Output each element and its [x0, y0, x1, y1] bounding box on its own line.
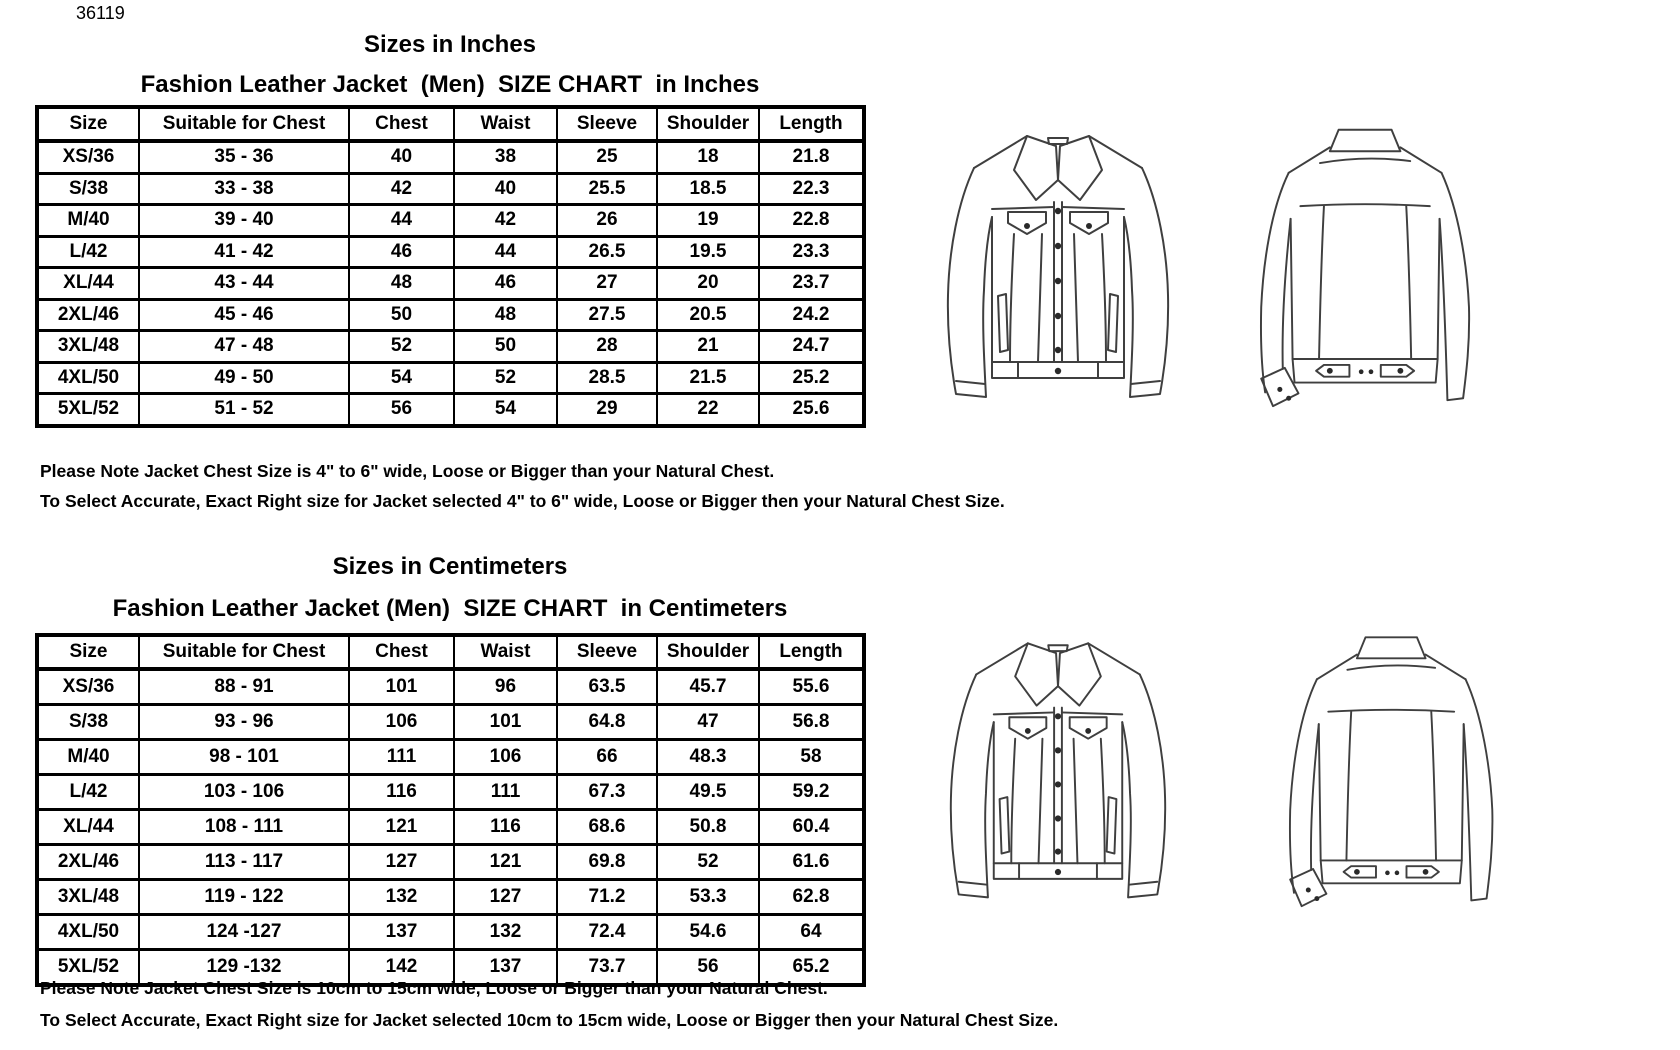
table-cell: 54	[454, 394, 557, 426]
table-cell: 59.2	[759, 775, 864, 810]
table-cell: 53.3	[657, 880, 759, 915]
document-number: 36119	[76, 3, 125, 23]
table-cell: 132	[349, 880, 454, 915]
table-header-row	[37, 635, 864, 669]
table-cell: 101	[454, 705, 557, 740]
table-cell: 23.3	[759, 236, 864, 268]
table-cell: 106	[454, 740, 557, 775]
column-header: Length	[759, 635, 864, 669]
table-cell: 44	[454, 236, 557, 268]
table-cell: 26	[557, 205, 657, 237]
column-header: Waist	[454, 107, 557, 141]
table-cell: S/38	[37, 705, 139, 740]
table-cell: 124 -127	[139, 915, 349, 950]
table-cell: 22.8	[759, 205, 864, 237]
table-cell: 47	[657, 705, 759, 740]
table-cell: 38	[454, 141, 557, 173]
table-cell: 25.2	[759, 362, 864, 394]
table-cell: 45 - 46	[139, 299, 349, 331]
table-cell: 142	[349, 950, 454, 986]
table-cell: 64.8	[557, 705, 657, 740]
table-cell: 23.7	[759, 268, 864, 300]
table-cell: 73.7	[557, 950, 657, 986]
table-cell: 26.5	[557, 236, 657, 268]
table-cell: 72.4	[557, 915, 657, 950]
table-cell: 68.6	[557, 810, 657, 845]
table-cell: 50.8	[657, 810, 759, 845]
table-cell: 21.8	[759, 141, 864, 173]
table-cell: 2XL/46	[37, 845, 139, 880]
table-header-row	[37, 107, 864, 141]
table-cell: 56	[657, 950, 759, 986]
table-cell: 116	[454, 810, 557, 845]
table-row	[37, 268, 864, 300]
table-cell: XL/44	[37, 268, 139, 300]
table-cell: 88 - 91	[139, 669, 349, 705]
table-cell: 33 - 38	[139, 173, 349, 205]
table-cell: XS/36	[37, 669, 139, 705]
table-cell: 51 - 52	[139, 394, 349, 426]
inches-note-line-2: To Select Accurate, Exact Right size for Jacket selected 4" to 6" wide, Loose or Bigger then your Natural Chest Size.	[40, 491, 1005, 511]
table-row	[37, 705, 864, 740]
table-cell: 116	[349, 775, 454, 810]
table-cell: 22.3	[759, 173, 864, 205]
table-cell: 20	[657, 268, 759, 300]
column-header: Suitable for Chest	[139, 635, 349, 669]
table-cell: 103 - 106	[139, 775, 349, 810]
table-cell: 71.2	[557, 880, 657, 915]
table-row	[37, 880, 864, 915]
table-cell: 54	[349, 362, 454, 394]
table-cell: 69.8	[557, 845, 657, 880]
table-cell: 47 - 48	[139, 331, 349, 363]
table-cell: 39 - 40	[139, 205, 349, 237]
table-cell: 48	[349, 268, 454, 300]
table-cell: 62.8	[759, 880, 864, 915]
table-cell: 52	[349, 331, 454, 363]
table-cell: 119 - 122	[139, 880, 349, 915]
table-cell: L/42	[37, 775, 139, 810]
table-cell: 4XL/50	[37, 362, 139, 394]
table-row	[37, 915, 864, 950]
table-cell: 25	[557, 141, 657, 173]
cm-section-subtitle: Sizes in Centimeters	[332, 553, 568, 580]
column-header: Waist	[454, 635, 557, 669]
table-cell: 113 - 117	[139, 845, 349, 880]
column-header: Size	[37, 635, 139, 669]
cm-size-table	[35, 633, 866, 987]
table-cell: 19.5	[657, 236, 759, 268]
jacket-front-view-drawing	[926, 110, 1190, 410]
table-cell: L/42	[37, 236, 139, 268]
table-row	[37, 331, 864, 363]
table-cell: 48.3	[657, 740, 759, 775]
table-cell: 101	[349, 669, 454, 705]
column-header: Size	[37, 107, 139, 141]
inches-size-table	[35, 105, 866, 428]
table-cell: M/40	[37, 740, 139, 775]
table-row	[37, 394, 864, 426]
table-cell: 2XL/46	[37, 299, 139, 331]
table-cell: 19	[657, 205, 759, 237]
table-cell: 111	[454, 775, 557, 810]
table-cell: 5XL/52	[37, 950, 139, 986]
table-cell: 127	[349, 845, 454, 880]
table-cell: 4XL/50	[37, 915, 139, 950]
table-cell: 24.7	[759, 331, 864, 363]
table-cell: 5XL/52	[37, 394, 139, 426]
table-cell: 35 - 36	[139, 141, 349, 173]
table-cell: 98 - 101	[139, 740, 349, 775]
column-header: Sleeve	[557, 107, 657, 141]
table-cell: 21	[657, 331, 759, 363]
table-cell: 50	[454, 331, 557, 363]
cm-note-line-1: Please Note Jacket Chest Size is 10cm to 15cm wide, Loose or Bigger than your Natural Chest.	[40, 978, 828, 998]
table-cell: 46	[349, 236, 454, 268]
table-row	[37, 845, 864, 880]
table-cell: 41 - 42	[139, 236, 349, 268]
cm-section-title: Fashion Leather Jacket (Men) SIZE CHART in Centimeters	[112, 595, 788, 622]
table-cell: 55.6	[759, 669, 864, 705]
jacket-back-view-drawing	[1248, 624, 1544, 910]
table-row	[37, 236, 864, 268]
table-cell: 22	[657, 394, 759, 426]
table-cell: 48	[454, 299, 557, 331]
table-cell: 43 - 44	[139, 268, 349, 300]
table-cell: 58	[759, 740, 864, 775]
table-cell: 42	[454, 205, 557, 237]
inches-section-title: Fashion Leather Jacket (Men) SIZE CHART in Inches	[140, 71, 760, 98]
table-cell: 45.7	[657, 669, 759, 705]
table-cell: 3XL/48	[37, 331, 139, 363]
table-cell: M/40	[37, 205, 139, 237]
table-cell: 129 -132	[139, 950, 349, 986]
table-cell: 111	[349, 740, 454, 775]
inches-note-line-1: Please Note Jacket Chest Size is 4" to 6" wide, Loose or Bigger than your Natural Chest.	[40, 461, 775, 481]
table-cell: XS/36	[37, 141, 139, 173]
table-cell: 137	[349, 915, 454, 950]
table-cell: 54.6	[657, 915, 759, 950]
table-row	[37, 669, 864, 705]
table-cell: 56	[349, 394, 454, 426]
table-cell: 28.5	[557, 362, 657, 394]
table-row	[37, 810, 864, 845]
table-cell: 18	[657, 141, 759, 173]
table-cell: 18.5	[657, 173, 759, 205]
table-row	[37, 141, 864, 173]
table-cell: 20.5	[657, 299, 759, 331]
table-cell: 56.8	[759, 705, 864, 740]
table-cell: 28	[557, 331, 657, 363]
table-cell: 40	[454, 173, 557, 205]
jacket-back-view-drawing	[1222, 116, 1518, 410]
column-header: Length	[759, 107, 864, 141]
column-header: Chest	[349, 635, 454, 669]
column-header: Suitable for Chest	[139, 107, 349, 141]
table-cell: 121	[349, 810, 454, 845]
table-cell: S/38	[37, 173, 139, 205]
table-cell: 42	[349, 173, 454, 205]
table-cell: 66	[557, 740, 657, 775]
column-header: Sleeve	[557, 635, 657, 669]
column-header: Shoulder	[657, 635, 759, 669]
table-cell: 50	[349, 299, 454, 331]
table-row	[37, 173, 864, 205]
table-row	[37, 740, 864, 775]
table-row	[37, 775, 864, 810]
table-cell: 44	[349, 205, 454, 237]
jacket-front-view-drawing	[926, 618, 1190, 910]
table-cell: 63.5	[557, 669, 657, 705]
table-cell: 3XL/48	[37, 880, 139, 915]
table-cell: 52	[454, 362, 557, 394]
table-cell: 96	[454, 669, 557, 705]
table-row	[37, 205, 864, 237]
column-header: Shoulder	[657, 107, 759, 141]
table-cell: 64	[759, 915, 864, 950]
table-cell: 61.6	[759, 845, 864, 880]
table-cell: 67.3	[557, 775, 657, 810]
table-row	[37, 299, 864, 331]
table-cell: 127	[454, 880, 557, 915]
table-cell: 108 - 111	[139, 810, 349, 845]
table-cell: 25.6	[759, 394, 864, 426]
table-cell: 49 - 50	[139, 362, 349, 394]
table-cell: 52	[657, 845, 759, 880]
table-cell: 137	[454, 950, 557, 986]
column-header: Chest	[349, 107, 454, 141]
table-cell: 40	[349, 141, 454, 173]
table-cell: 27	[557, 268, 657, 300]
table-cell: 65.2	[759, 950, 864, 986]
table-cell: 49.5	[657, 775, 759, 810]
table-cell: 46	[454, 268, 557, 300]
table-cell: 132	[454, 915, 557, 950]
table-cell: 21.5	[657, 362, 759, 394]
inches-section-subtitle: Sizes in Inches	[363, 31, 537, 58]
table-cell: 25.5	[557, 173, 657, 205]
table-cell: XL/44	[37, 810, 139, 845]
table-cell: 29	[557, 394, 657, 426]
table-cell: 93 - 96	[139, 705, 349, 740]
table-cell: 27.5	[557, 299, 657, 331]
table-cell: 121	[454, 845, 557, 880]
table-cell: 24.2	[759, 299, 864, 331]
table-cell: 106	[349, 705, 454, 740]
table-cell: 60.4	[759, 810, 864, 845]
table-row	[37, 362, 864, 394]
cm-note-line-2: To Select Accurate, Exact Right size for Jacket selected 10cm to 15cm wide, Loose or Bigger then your Natural Chest Size.	[40, 1010, 1059, 1030]
